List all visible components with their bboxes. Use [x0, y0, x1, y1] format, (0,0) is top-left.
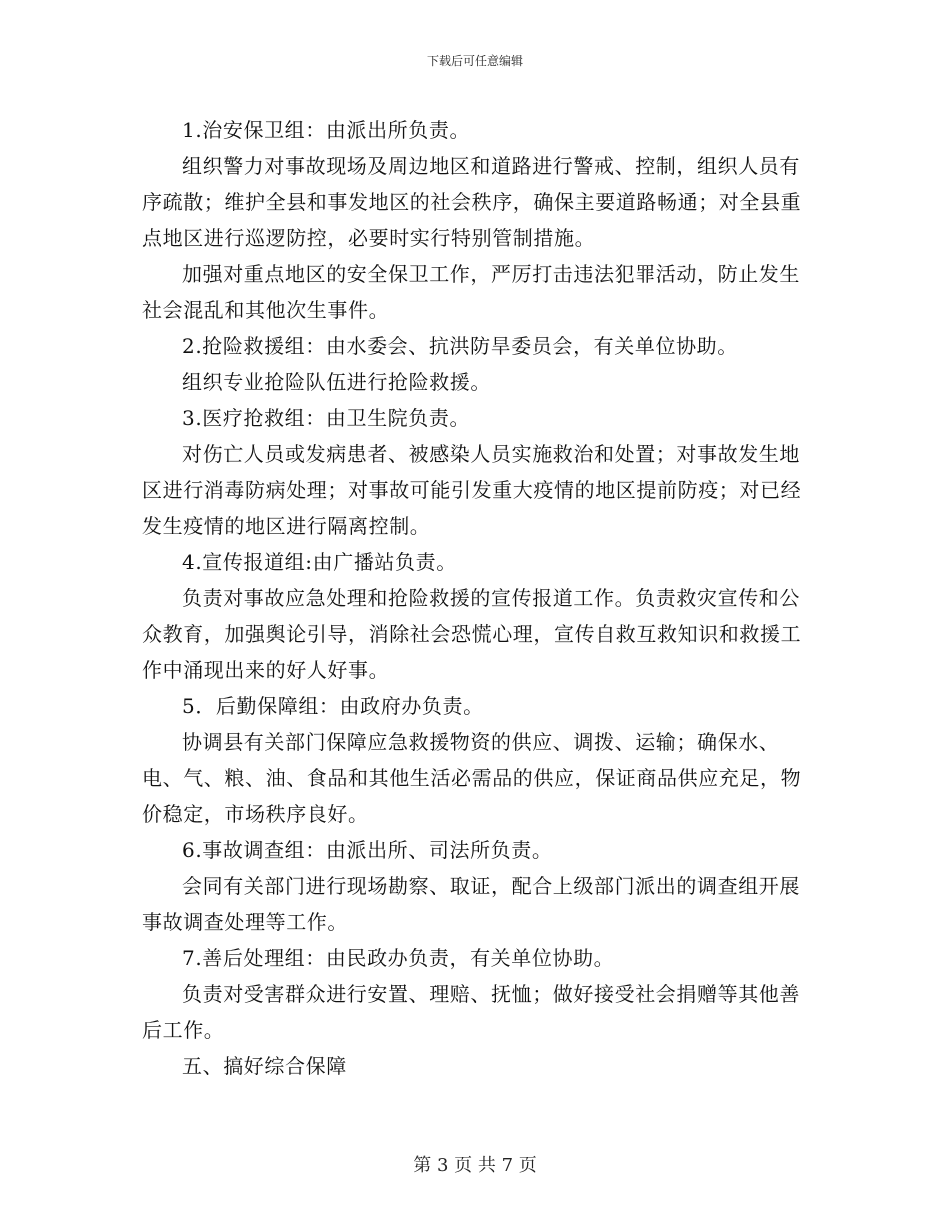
section-heading-rescue: 2.抢险救援组：由水委会、抗洪防旱委员会，有关单位协助。: [182, 334, 738, 358]
paragraph-rescue-duties: 组织专业抢险队伍进行抢险救援。: [182, 370, 491, 394]
document-body: [142, 112, 810, 1084]
section-heading-aftermath: 7.善后处理组：由民政办负责，有关单位协助。: [182, 946, 615, 970]
paragraph-logistics-duties: 协调县有关部门保障应急救援物资的供应、调拨、运输；确保水、电、气、粮、油、食品和其他生活必需品的供应，保证商品供应充足，物价稳定，市场秩序良好。: [142, 730, 802, 826]
section-heading-publicity: 4.宣传报道组:由广播站负责。: [182, 550, 457, 574]
paragraph-security-protection: 加强对重点地区的安全保卫工作，严厉打击违法犯罪活动，防止发生社会混乱和其他次生事件。: [142, 262, 800, 322]
page-number: 第 3 页 共 7 页: [413, 1155, 537, 1176]
section-heading-investigation: 6.事故调查组：由派出所、司法所负责。: [182, 838, 553, 862]
paragraph-aftermath-duties: 负责对受害群众进行安置、理赔、抚恤；做好接受社会捐赠等其他善后工作。: [142, 982, 800, 1042]
paragraph-investigation-duties: 会同有关部门进行现场勘察、取证，配合上级部门派出的调查组开展事故调查处理等工作。: [142, 874, 800, 934]
paragraph-publicity-duties: 负责对事故应急处理和抢险救援的宣传报道工作。负责救灾宣传和公众教育，加强舆论引导，消除社会恐慌心理，宣传自救互救知识和救援工作中涌现出来的好人好事。: [142, 586, 802, 682]
section-heading-support: 五、搞好综合保障: [182, 1054, 347, 1078]
page-header-note: 下载后可任意编辑: [426, 54, 523, 68]
paragraph-medical-duties: 对伤亡人员或发病患者、被感染人员实施救治和处置；对事故发生地区进行消毒防病处理；对事故可能引发重大疫情的地区提前防疫；对已经发生疫情的地区进行隔离控制。: [142, 442, 802, 538]
section-heading-logistics: 5．后勤保障组：由政府办负责。: [182, 694, 484, 718]
paragraph-security-duties: 组织警力对事故现场及周边地区和道路进行警戒、控制，组织人员有序疏散；维护全县和事发地区的社会秩序，确保主要道路畅通；对全县重点地区进行巡逻防控，必要时实行特别管制措施。: [142, 154, 802, 250]
section-heading-security: 1.治安保卫组：由派出所负责。: [182, 118, 471, 142]
section-heading-medical: 3.医疗抢救组：由卫生院负责。: [182, 406, 471, 430]
